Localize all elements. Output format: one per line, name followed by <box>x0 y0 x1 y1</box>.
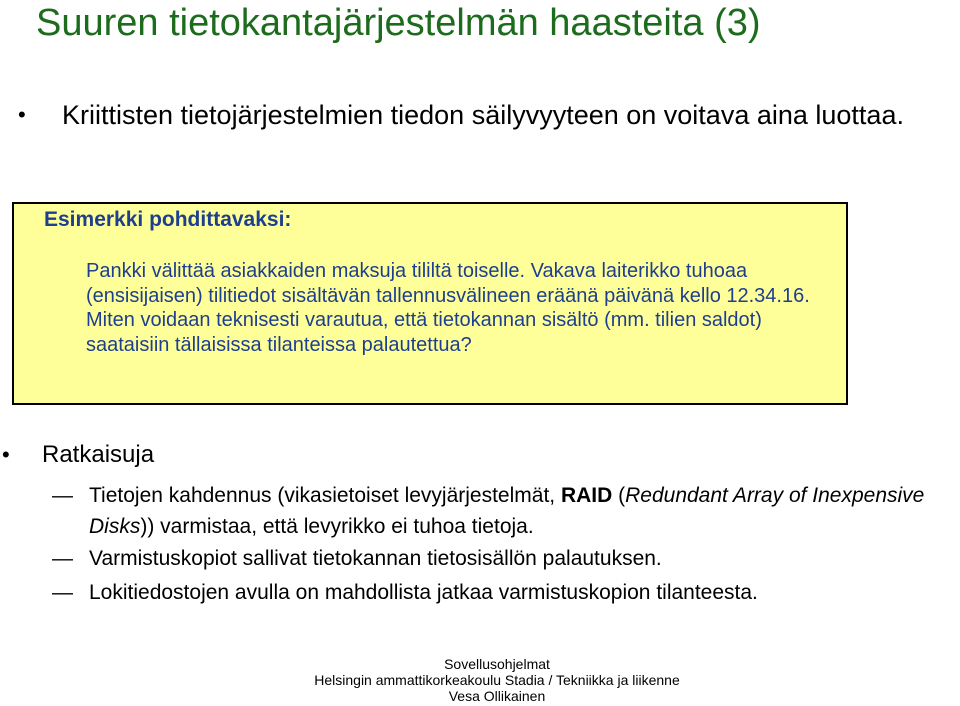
bullet-icon: • <box>2 442 10 467</box>
dash-icon: — <box>52 581 73 604</box>
slide-title: Suuren tietokantajärjestelmän haasteita (3) <box>36 2 761 44</box>
bullet-icon: • <box>18 102 26 127</box>
footer-institution: Helsingin ammattikorkeakoulu Stadia / Tekniikka ja liikenne <box>314 672 680 688</box>
raid-term: RAID <box>560 484 613 507</box>
bullet-text: Kriittisten tietojärjestelmien tiedon säilyvyyteen on voitava aina luottaa. <box>62 100 904 130</box>
subpoint-text-part: )) varmistaa, että levyrikko ei tuhoa tietoja. <box>140 515 534 538</box>
example-callout-box <box>12 202 848 405</box>
subpoint-text-part: ( <box>612 484 626 507</box>
footer-author: Vesa Ollikainen <box>448 688 546 704</box>
bullet-text: Ratkaisuja <box>42 441 155 468</box>
subpoint-text <box>89 480 929 542</box>
raid-expansion: Redundant Array of Inexpensive Disks <box>89 484 925 538</box>
dash-icon: — <box>52 484 73 507</box>
example-heading: Esimerkki pohdittavaksi: <box>44 208 292 231</box>
footer-course: Sovellusohjelmat <box>444 656 550 672</box>
subpoint-text-part: Tietojen kahdennus (vikasietoiset levyjärjestelmät, <box>89 484 561 507</box>
example-text: Pankki välittää asiakkaiden maksuja tililtä toiselle. Vakava laiterikko tuhoaa (ensisijaisen) tilitiedot sisältävän tallennusvälineen eräänä päivänä kello 12.34.16. Miten voidaan teknisesti varautua, että tietokannan sisältö (mm. tilien saldot) saataisiin tällaisissa tilanteissa palautettua? <box>86 260 810 356</box>
slide-footer <box>0 656 960 704</box>
subpoint-text: Lokitiedostojen avulla on mahdollista jatkaa varmistuskopion tilanteesta. <box>89 581 758 604</box>
dash-icon: — <box>52 547 73 570</box>
subpoint-text: Varmistuskopiot sallivat tietokannan tietosisällön palautuksen. <box>89 547 662 570</box>
